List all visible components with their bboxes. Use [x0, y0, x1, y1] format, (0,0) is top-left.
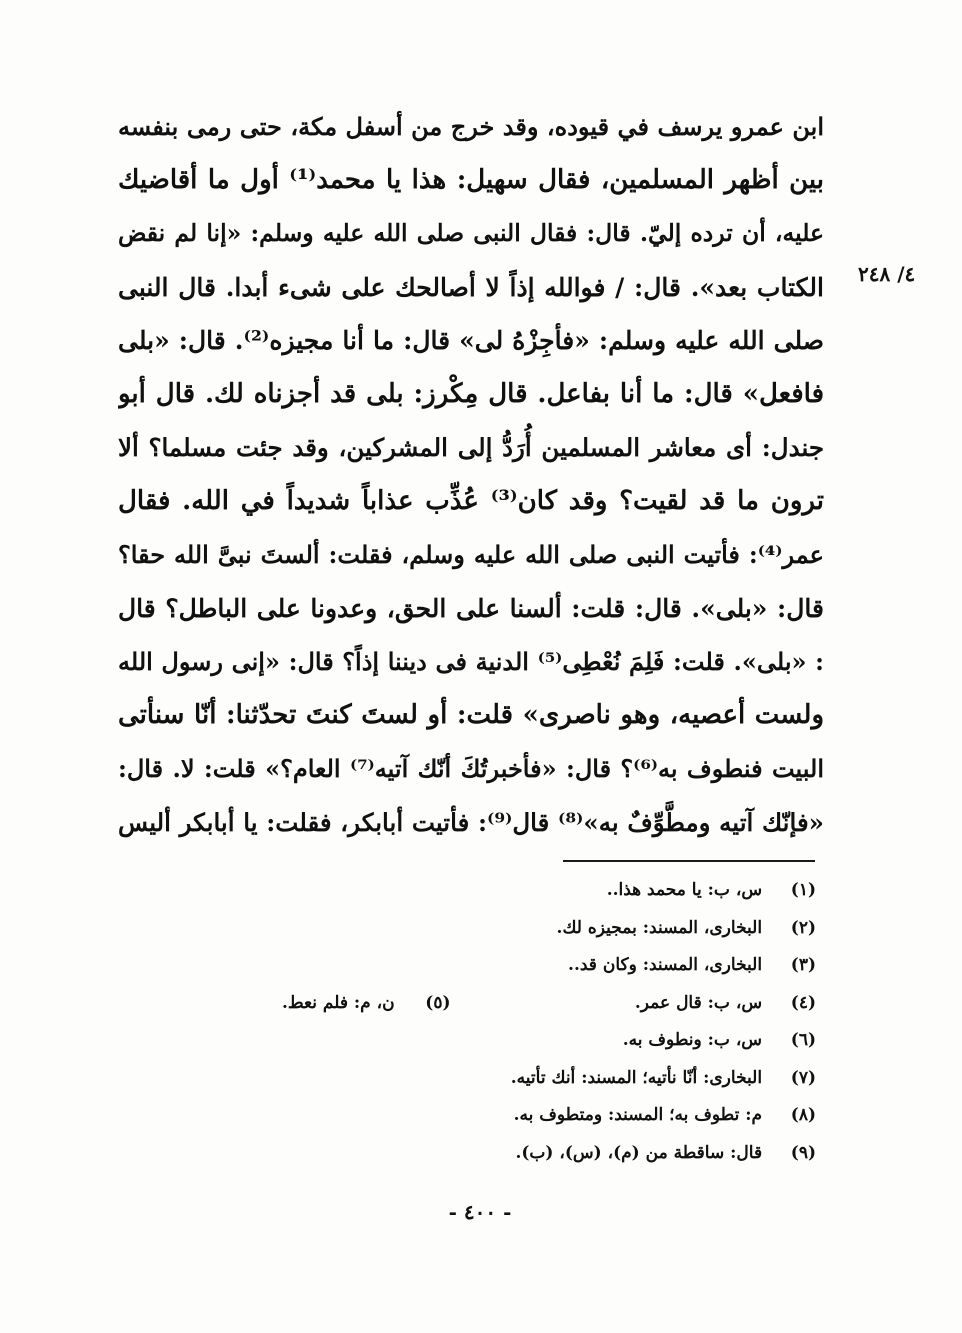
- footnote: [250, 985, 816, 1023]
- footnote-number: (٩): [790, 1142, 816, 1163]
- footnote-text: م: تطوف به؛ المسند: ومتطوف به.: [513, 1105, 763, 1125]
- footnote: [250, 947, 816, 985]
- body-line: جندل: أى معاشر المسلمين أُرَدُّ إلى المشركين، وقد جئت مسلما؟ ألا: [118, 433, 824, 462]
- footnote: [250, 872, 816, 910]
- body-line: البيت فنطوف به⁽⁶⁾؟ قال: «فأخبرتُكَ أنّك آتيه⁽⁷⁾ العام؟» قلت: لا. قال:: [118, 754, 824, 783]
- footnote: [250, 910, 816, 948]
- body-line: ترون ما قد لقيت؟ وقد كان⁽³⁾ عُذِّب عذاباً شديداً في الله. فقال: [118, 485, 824, 516]
- footnote-number: (٨): [790, 1105, 816, 1125]
- footnote-text: البخارى، المسند: بمجيزه لك.: [556, 917, 763, 938]
- body-line: ابن عمرو يرسف في قيوده، وقد خرج من أسفل مكة، حتى رمى بنفسه: [118, 112, 824, 141]
- body-line: بين أظهر المسلمين، فقال سهيل: هذا يا محمد⁽¹⁾ أول ما أقاضيك: [118, 164, 824, 195]
- footnote-number: (٧): [790, 1067, 816, 1088]
- footnote-inline: [282, 985, 451, 1023]
- footnote-number: (٥): [425, 992, 451, 1013]
- footnote-text: ن، م: فلم نعط.: [282, 992, 395, 1013]
- main-text: [118, 100, 824, 849]
- footnote-number: (٢): [790, 917, 816, 938]
- footnote-number: (٤): [790, 992, 816, 1013]
- footnote-text: س، ب: ونطوف به.: [622, 1030, 763, 1050]
- footnote-text: س، ب: قال عمر.: [634, 992, 763, 1013]
- margin-reference: ٤/ ٢٤٨: [858, 262, 916, 286]
- body-line: صلى الله عليه وسلم: «فأجِزْهُ لى» قال: ما أنا مجيزه⁽²⁾. قال: «بلى: [118, 326, 824, 355]
- footnote: [250, 1022, 816, 1060]
- body-line: قال: «بلى». قال: قلت: ألسنا على الحق، وعدونا على الباطل؟ قال: [118, 593, 824, 623]
- body-line: : «بلى». قلت: فَلِمَ نُعْطِى⁽⁵⁾ الدنية فى ديننا إذاً؟ قال: «إنى رسول الله: [118, 647, 824, 676]
- body-line: الكتاب بعد». قال: / فوالله إذاً لا أصالحك على شىء أبدا. قال النبى: [118, 272, 824, 302]
- footnote-number: (٦): [790, 1030, 816, 1050]
- body-line: ولست أعصيه، وهو ناصرى» قلت: أو لستَ كنتَ تحدّثنا: أنّا سنأتى: [118, 699, 824, 730]
- body-line: «فإنّك آتيه ومطَّوِّفٌ به»⁽⁸⁾ قال⁽⁹⁾: فأتيت أبابكر، فقلت: يا أبابكر أليس: [118, 807, 824, 837]
- body-line: فافعل» قال: ما أنا بفاعل. قال مِكْرز: بلى قد أجزناه لك. قال أبو: [118, 378, 824, 409]
- footnote-divider: [563, 860, 815, 862]
- page-number: - ٤٠٠ -: [448, 1200, 512, 1224]
- footnote-text: البخارى، المسند: وكان قد..: [568, 955, 763, 975]
- footnote-text: قال: ساقطة من (م)، (س)، (ب).: [515, 1142, 763, 1163]
- footnotes: [250, 872, 816, 1172]
- footnote-number: (١): [790, 880, 816, 900]
- footnote: [250, 1097, 816, 1135]
- footnote-number: (٣): [790, 955, 816, 975]
- footnote-text: البخارى: أنّا نأتيه؛ المسند: أنك تأتيه.: [510, 1067, 763, 1088]
- footnote: [250, 1060, 816, 1098]
- body-line: عمر⁽⁴⁾: فأتيت النبى صلى الله عليه وسلم، فقلت: ألستَ نبىَّ الله حقا؟: [118, 540, 824, 569]
- footnote: [250, 1135, 816, 1173]
- body-line: عليه، أن ترده إليّ. قال: فقال النبى صلى الله عليه وسلم: «إنا لم نقض: [118, 219, 824, 247]
- footnote-text: س، ب: يا محمد هذا..: [606, 880, 763, 900]
